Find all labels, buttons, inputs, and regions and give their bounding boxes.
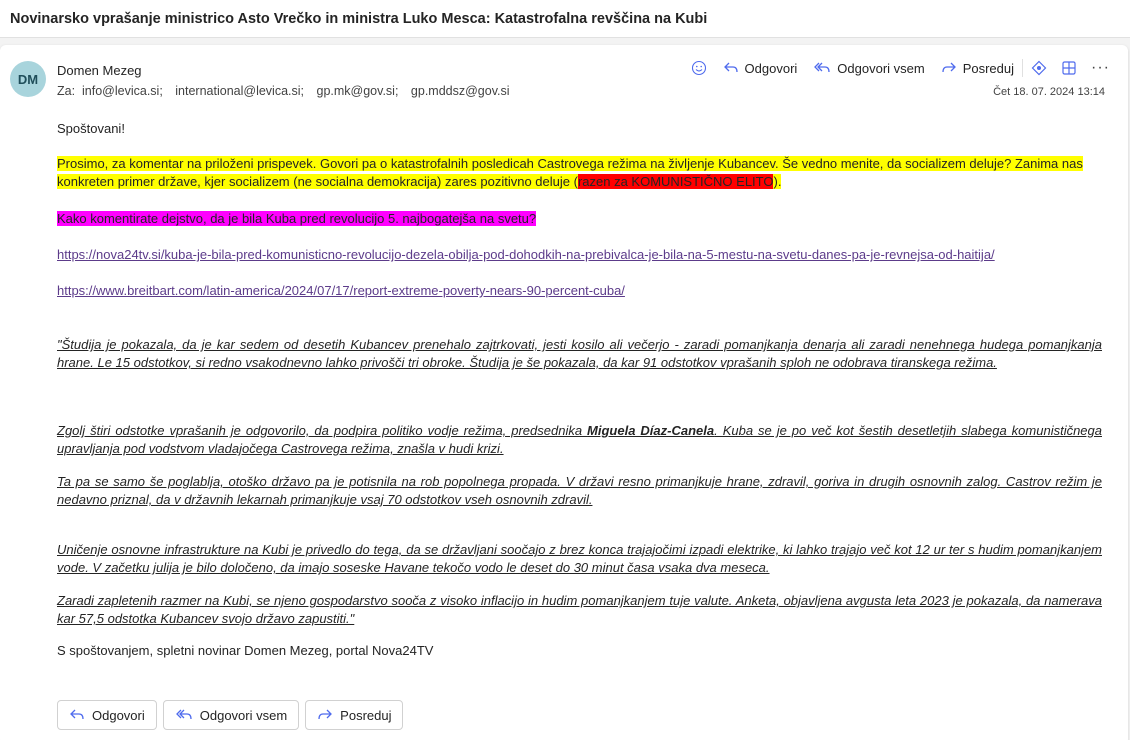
email-subject: Novinarsko vprašanje ministrico Asto Vrečko in ministra Luko Mesca: Katastrofalna revščina na Kubi <box>0 0 1130 38</box>
toolbar-divider <box>1022 59 1023 77</box>
link-paragraph <box>57 246 1102 264</box>
forward-icon <box>317 708 333 722</box>
recipient[interactable]: international@levica.si; <box>175 84 305 98</box>
quote-paragraph <box>57 422 1102 458</box>
quote-text: Zgolj štiri odstotke vprašanih je odgovorilo, da podpira politiko vodje režima, predsednika <box>57 423 588 438</box>
highlighted-text: Prosimo, za komentar na priloženi prispevek. Govori pa o katastrofalnih posledicah Castrovega režima na življenje Kubancev. Še vedno menite, da socializem deluje? Zanima nas konkreten primer države, kjer socializem (ne socialna demokracija) zares pozitivno deluje ( <box>57 156 1083 189</box>
bottom-reply-button[interactable] <box>57 700 157 730</box>
bottom-action-bar <box>57 700 403 730</box>
quote-bold-name: Miguela Díaz-Canela <box>587 423 715 438</box>
reply-all-icon <box>175 708 193 722</box>
quote-paragraph: Uničenje osnovne infrastrukture na Kubi je privedlo do tega, da se državljani soočajo z brez konca trajajočimi izpadi elektrike, ki lahko trajajo več kot 12 ur ter s hudim pomanjkanjem vode. V začetku julija je bilo določeno, da imajo soseske Havane tekočo vodo le deset do 30 minut časa vsaka dva meseca. <box>57 542 1102 575</box>
emoji-icon[interactable] <box>691 60 707 76</box>
greeting: Spoštovani! <box>57 121 125 136</box>
forward-icon <box>941 61 957 75</box>
sender-avatar[interactable]: DM <box>10 61 46 97</box>
forward-button[interactable] <box>941 61 1014 76</box>
bottom-reply-all-button[interactable] <box>163 700 299 730</box>
message-toolbar <box>677 57 1110 79</box>
recipient[interactable]: gp.mk@gov.si; <box>316 84 399 98</box>
article-link-breitbart[interactable]: https://www.breitbart.com/latin-america/2024/07/17/report-extreme-poverty-nears-90-percent-cuba/ <box>57 283 625 298</box>
magenta-highlighted-text: Kako komentirate dejstvo, da je bila Kuba pred revolucijo 5. najbogatejša na svetu? <box>57 211 537 226</box>
sender-name[interactable]: Domen Mezeg <box>57 63 142 78</box>
quote-text: . Kuba se je po več kot šestih desetletjih slabega komunističnega upravljanja pod vodstvom vladajočega Castrovega režima, znašla v hudi krizi. <box>57 423 1102 456</box>
paragraph-question <box>57 210 1102 228</box>
bottom-forward-button[interactable] <box>305 700 403 730</box>
forward-label: Posreduj <box>962 60 1015 76</box>
quote-paragraph: Zaradi zapletenih razmer na Kubi, se njeno gospodarstvo sooča z visoko inflacijo in hudim pomanjkanjem tuje valute. Anketa, objavljena avgusta leta 2023 je pokazala, da namerava kar 57,5 odstotka Kubancev svojo državo zapustiti." <box>57 593 1102 626</box>
sent-date: Čet 18. 07. 2024 13:14 <box>993 86 1105 98</box>
bottom-forward-label: Posreduj <box>340 707 392 723</box>
email-reading-pane <box>0 45 1128 740</box>
highlighted-text: ). <box>773 174 782 189</box>
reply-all-label: Odgovori vsem <box>837 60 925 76</box>
immersive-reader-icon[interactable] <box>1031 60 1047 76</box>
quote-paragraph: "Študija je pokazala, da je kar sedem od desetih Kubancev prenehalo zajtrkovati, jesti kosilo ali večerjo - zaradi pomanjkanja denarja ali zaradi nenehnega hudega pomanjkanja hrane. Le 15 odstotkov, si redno vsakodnevno lahko privošči tri obroke. Študija je še pokazala, da kar 91 odstotkov vprašanih sploh ne odobrava tiranskega režima. <box>57 337 1102 370</box>
to-label: Za: <box>57 84 76 98</box>
reply-icon <box>723 61 739 75</box>
quote-paragraph: Ta pa se samo še poglablja, otoško državo pa je potisnila na rob popolnega propada. V državi resno primanjkuje hrane, zdravil, goriva in drugih osnovnih zalog. Castrov režim je nedavno priznal, da v državnih lekarnah primanjkuje vsaj 70 odstotkov vseh osnovnih zdravil. <box>57 474 1102 507</box>
reply-all-icon <box>813 61 831 75</box>
bottom-reply-all-label: Odgovori vsem <box>199 707 288 723</box>
reply-all-button[interactable] <box>813 61 924 76</box>
reply-button[interactable] <box>723 61 798 76</box>
signature: S spoštovanjem, spletni novinar Domen Mezeg, portal Nova24TV <box>57 643 434 658</box>
more-icon[interactable]: ··· <box>1091 59 1110 76</box>
bottom-reply-label: Odgovori <box>92 707 145 723</box>
link-paragraph <box>57 282 1102 300</box>
reply-icon <box>69 708 85 722</box>
red-highlighted-text: razen za KOMUNISTIČNO ELITO <box>577 174 774 189</box>
recipient[interactable]: gp.mddsz@gov.si <box>410 84 510 98</box>
article-link-nova24tv[interactable]: https://nova24tv.si/kuba-je-bila-pred-komunisticno-revolucijo-dezela-obilja-pod-dohodkih-na-prebivalca-je-bila-na-5-mestu-na-svetu-danes-pa-je-revnejsa-od-haitija/ <box>57 247 995 262</box>
recipients-line <box>57 84 519 98</box>
apps-icon[interactable] <box>1061 60 1077 76</box>
recipient[interactable]: info@levica.si; <box>82 84 163 98</box>
reply-label: Odgovori <box>744 60 798 76</box>
paragraph-request <box>57 155 1102 191</box>
